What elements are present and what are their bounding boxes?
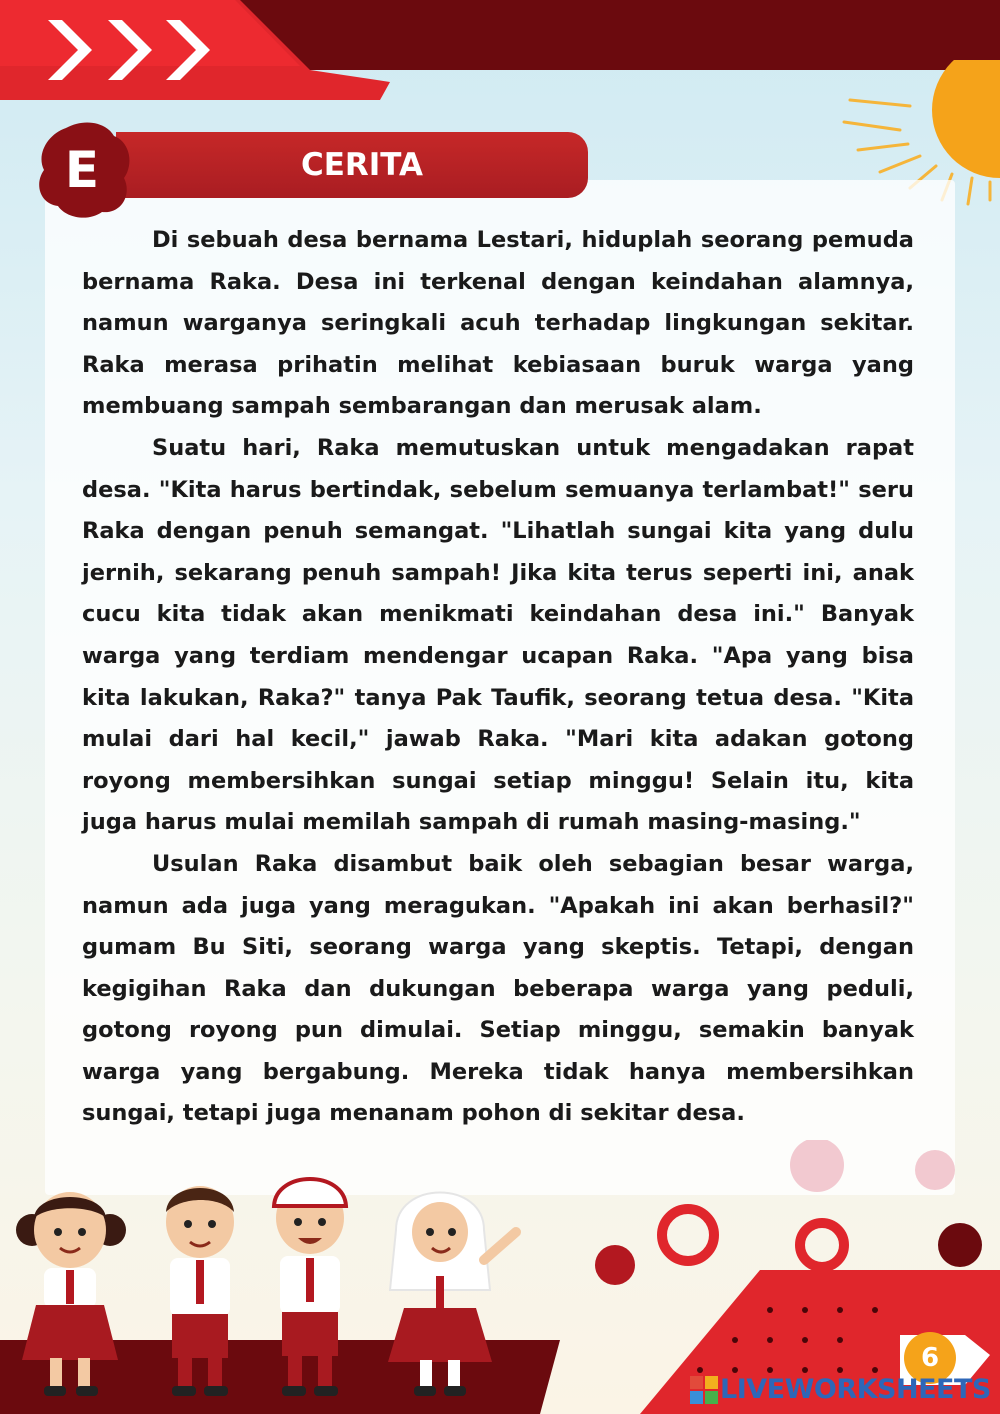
story-paragraph: Usulan Raka disambut baik oleh sebagian besar warga, namun ada juga yang meragukan. "Apakah ini akan berhasil?" gumam Bu Siti, seorang warga yang skeptis. Tetapi, dengan kegigihan Raka dan dukungan beberapa warga yang peduli, gotong royong pun dimulai. Setiap minggu, semakin banyak warga yang bergabung. Mereka tidak hanya membersihkan sungai, tetapi juga menanam pohon di sekitar desa. (82, 850, 914, 1127)
section-header (36, 120, 556, 220)
dark-red-circle (595, 1245, 635, 1285)
story-paragraph: Suatu hari, Raka memutuskan untuk mengadakan rapat desa. "Kita harus bertindak, sebelum semuanya terlambat!" seru Raka dengan penuh semangat. "Lihatlah sungai kita yang dulu jernih, sekarang penuh sampah! Jika kita terus seperti ini, anak cucu kita tidak akan menikmati keindahan desa ini." Banyak warga yang terdiam mendengar ucapan Raka. "Apa yang bisa kita lakukan, Raka?" tanya Pak Taufik, seorang tetua desa. "Kita mulai dari hal kecil," jawab Raka. "Mari kita adakan gotong royong membersihkan sungai setiap minggu! Selain itu, kita juga harus mulai memilah sampah di rumah masing-masing." (82, 434, 914, 836)
story-paragraph: Di sebuah desa bernama Lestari, hiduplah seorang pemuda bernama Raka. Desa ini terkenal dengan keindahan alamnya, namun warganya seringkali acuh terhadap lingkungan sekitar. Raka merasa prihatin melihat kebiasaan buruk warga yang membuang sampah sembarangan dan merusak alam. (82, 227, 914, 420)
liveworksheets-watermark[interactable] (690, 1372, 990, 1408)
watermark-text: LIVEWORKSHEETS (720, 1374, 991, 1405)
ring-circle (800, 1223, 844, 1267)
section-letter: E (64, 141, 100, 199)
ring-circle (662, 1209, 714, 1261)
dark-red-circle (938, 1223, 982, 1267)
pink-circle (790, 1140, 844, 1192)
pink-circle (915, 1150, 955, 1190)
section-title-bar (116, 132, 588, 198)
liveworksheets-logo-icon (690, 1376, 718, 1404)
page-number: 6 (920, 1343, 940, 1373)
story-text (82, 220, 914, 1135)
section-title: CERITA (300, 147, 424, 183)
